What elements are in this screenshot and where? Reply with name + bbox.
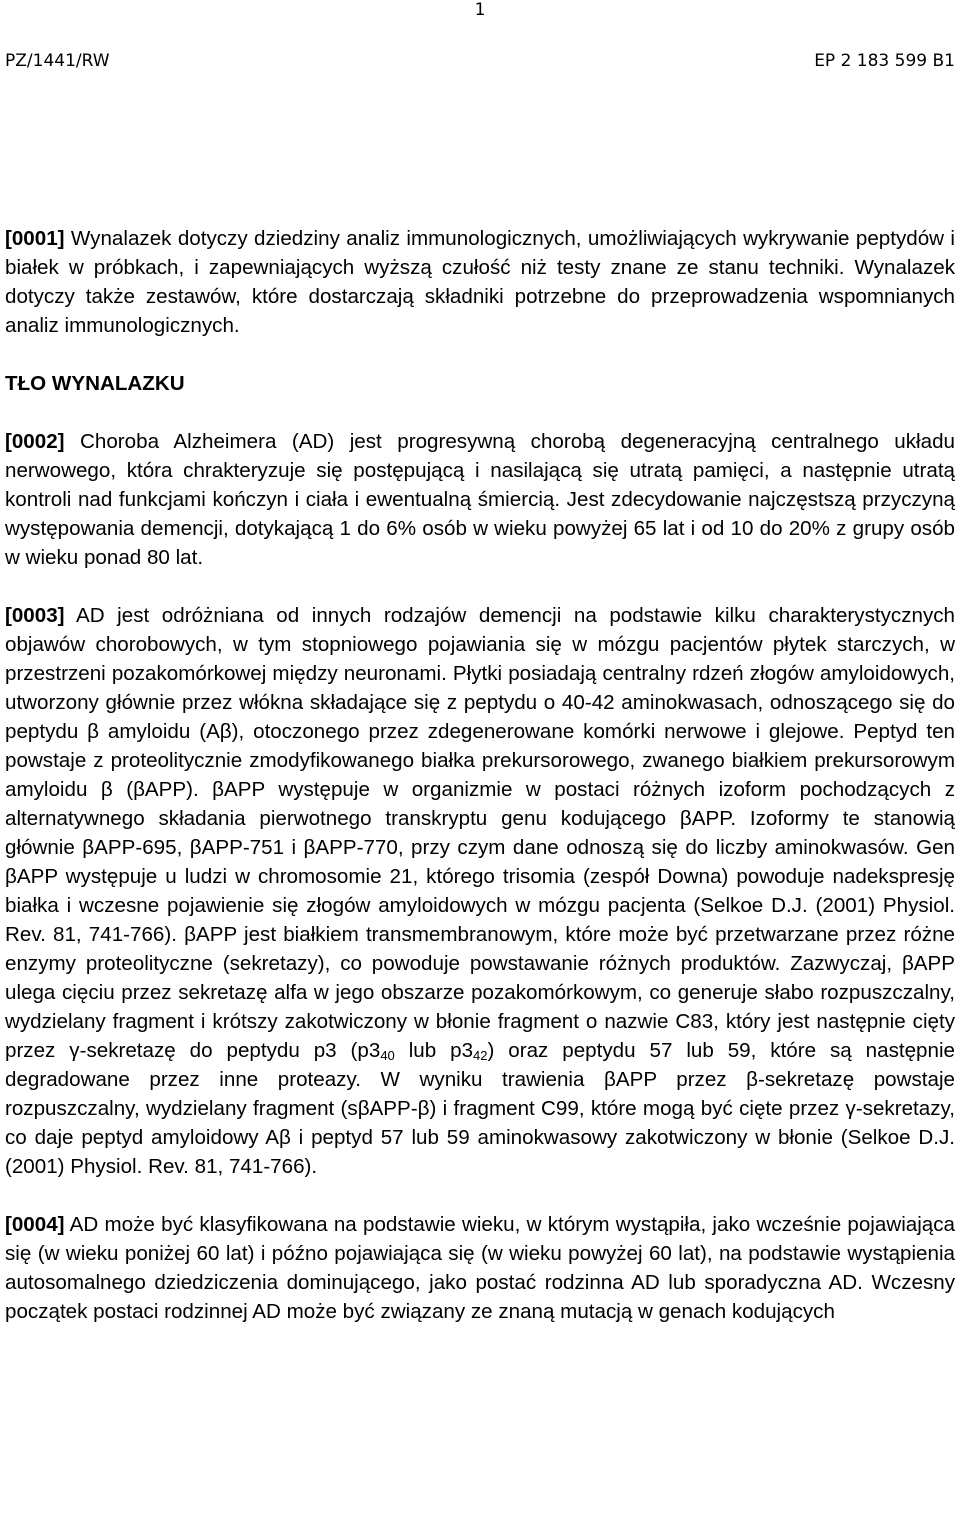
paragraph-0001 <box>5 224 955 340</box>
paragraph-number: [0001] <box>5 227 65 250</box>
section-heading: TŁO WYNALAZKU <box>5 372 185 395</box>
paragraph-number: [0003] <box>5 604 65 627</box>
subscript-40: 40 <box>380 1048 395 1063</box>
subscript-42: 42 <box>473 1048 488 1063</box>
page-number: 1 <box>474 0 486 20</box>
paragraph-text-part-a: AD jest odróżniana od innych rodzajów demencji na podstawie kilku charakterystycznych objawów chorobowych, w tym stopniowego pojawiania się w mózgu pacjentów płytek starczych, w przestrzeni pozakomórkowej między neuronami. Płytki posiadają centralny rdzeń złogów amyloidowych, utworzony głównie przez włókna składające się z peptydu o 40-42 aminokwasach, odnoszącego się do peptydu β amyloidu (Aβ), otoczonego przez zdegenerowane komórki nerwowe i glejowe. Peptyd ten powstaje z proteolitycznie zmodyfikowanego białka prekursorowego, zwanego białkiem prekursorowym amyloidu β (βAPP). βAPP występuje w organizmie w postaci różnych izoform pochodzących z alternatywnego składania pierwotnego transkryptu genu kodującego βAPP. Izoformy te stanowią głównie βAPP-695, βAPP-751 i βAPP-770, przy czym dane odnoszą się do liczby aminokwasów. Gen βAPP występuje u ludzi w chromosomie 21, którego trisomia (zespół Downa) powoduje nadekspresję białka i wczesne pojawienie się złogów amyloidowych w mózgu pacjenta (Selkoe D.J. (2001) Physiol. Rev. 81, 741-766). βAPP jest białkiem transmembranowym, które może być przetwarzane przez różne enzymy proteolityczne (sekretazy), co powoduje powstawanie różnych produktów. Zazwyczaj, βAPP ulega cięciu przez sekretazę alfa w jego obszarze pozakomórkowym, co generuje słabo rozpuszczalny, wydzielany fragment i krótszy zakotwiczony w błonie fragment o nazwie C83, który jest następnie cięty przez γ-sekretazę do peptydu p3 (p3 <box>5 604 955 1062</box>
paragraph-text: Choroba Alzheimera (AD) jest progresywną chorobą degeneracyjną centralnego układu nerwowego, która chrakteryzuje się postępującą i nasilającą się utratą pamięci, a następnie utratą kontroli nad funkcjami kończyn i ciała i ewentualną śmiercią. Jest zdecydowanie najczęstszą przyczyną występowania demencji, dotykającą 1 do 6% osób w wieku powyżej 65 lat i od 10 do 20% z grupy osób w wieku ponad 80 lat. <box>5 430 955 569</box>
paragraph-text-part-c: ) oraz peptydu 57 lub 59, które są następnie degradowane przez inne proteazy. W wyniku trawienia βAPP przez β-sekretazę powstaje rozpuszczalny, wydzielany fragment (sβAPP-β) i fragment C99, które mogą być cięte przez γ-sekretazy, co daje peptyd amyloidowy Aβ i peptyd 57 lub 59 aminokwasowy zakotwiczony w błonie (Selkoe D.J. (2001) Physiol. Rev. 81, 741-766). <box>5 1039 955 1178</box>
paragraph-0003 <box>5 601 955 1181</box>
document-body <box>5 224 955 1355</box>
paragraph-0002 <box>5 427 955 572</box>
paragraph-text: AD może być klasyfikowana na podstawie wieku, w którym wystąpiła, jako wcześnie pojawiająca się (w wieku poniżej 60 lat) i późno pojawiająca się (w wieku powyżej 60 lat), na podstawie wystąpienia autosomalnego dziedziczenia dominującego, jako postać rodzinna AD lub sporadyczna AD. Wczesny początek postaci rodzinnej AD może być związany ze znaną mutacją w genach kodujących <box>5 1213 956 1323</box>
paragraph-text-part-b: lub p3 <box>394 1039 474 1062</box>
paragraph-0004 <box>5 1210 955 1326</box>
paragraph-number: [0002] <box>5 430 65 453</box>
document-reference: PZ/1441/RW <box>5 51 110 71</box>
paragraph-text: Wynalazek dotyczy dziedziny analiz immunologicznych, umożliwiających wykrywanie peptydów i białek w próbkach, i zapewniających wyższą czułość niż testy znane ze stanu techniki. Wynalazek dotyczy także zestawów, które dostarczają składniki potrzebne do przeprowadzenia wspomnianych analiz immunologicznych. <box>5 227 955 337</box>
publication-number: EP 2 183 599 B1 <box>814 51 955 71</box>
paragraph-number: [0004] <box>5 1213 65 1236</box>
